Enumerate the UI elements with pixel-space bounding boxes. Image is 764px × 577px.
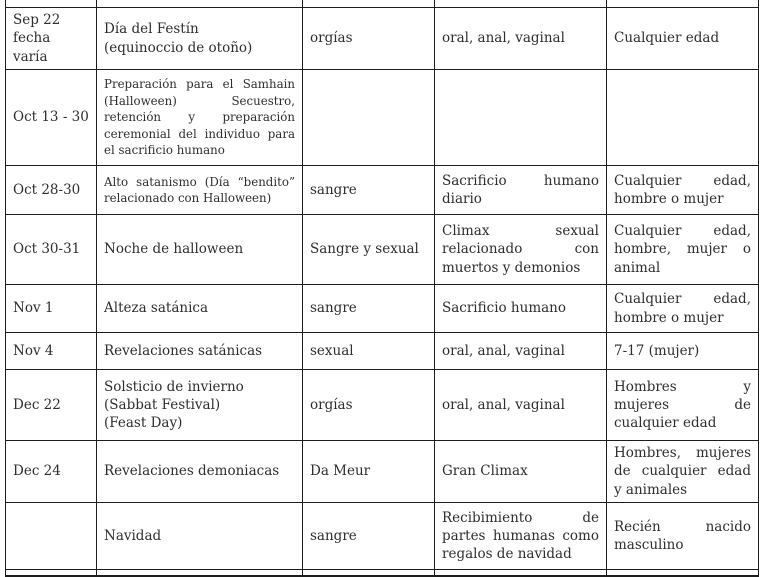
table-row (6, 166, 759, 215)
text-line: (Sabbat Festival) (104, 396, 221, 413)
table-row (6, 70, 759, 166)
text-line: Oct 13 - 30 (13, 109, 89, 126)
type-cell (303, 166, 435, 215)
text-line: Navidad (104, 527, 162, 544)
type-cell (303, 370, 435, 441)
text-line: orgías (310, 396, 353, 413)
text-line: animal (614, 259, 661, 276)
activity-cell (435, 215, 607, 285)
event-cell (97, 570, 303, 577)
date-cell (6, 70, 97, 166)
text-line: Recibimiento de (442, 509, 599, 526)
text-line: cualquier edad (614, 415, 717, 432)
victim-cell (607, 8, 759, 70)
text-line: diario (442, 191, 482, 208)
date-cell (6, 570, 97, 577)
event-cell (97, 8, 303, 70)
text-line: Preparación para el Samhain (104, 77, 295, 92)
text-line: sangre (310, 527, 357, 544)
text-line: Alteza satánica (104, 300, 209, 317)
text-line: Oct 28-30 (13, 181, 81, 198)
date-cell (6, 441, 97, 503)
text-line: hombre, mujer o (614, 241, 751, 258)
victim-cell (607, 370, 759, 441)
text-line: el sacrificio humano (104, 143, 225, 158)
text-line: Climax sexual (442, 223, 599, 240)
victim-cell (607, 333, 759, 370)
activity-cell (435, 8, 607, 70)
date-cell (6, 285, 97, 333)
text-line: Hombres y (614, 378, 751, 395)
text-line: Alto satanismo (Día “bendito” (104, 174, 295, 189)
text-line: 7-17 (mujer) (614, 342, 700, 359)
text-line: Cualquier edad, (614, 172, 751, 189)
text-line: Sacrificio humano (442, 300, 566, 317)
date-cell (6, 0, 97, 8)
type-cell (303, 0, 435, 8)
victim-cell (607, 285, 759, 333)
text-line: Noche de halloween (104, 241, 244, 258)
date-cell (6, 503, 97, 570)
activity-cell (435, 70, 607, 166)
event-cell (97, 441, 303, 503)
text-line: fecha varía (13, 30, 51, 65)
event-cell (97, 70, 303, 166)
activity-cell (435, 0, 607, 8)
text-line: partes humanas como (442, 527, 599, 544)
date-cell (6, 166, 97, 215)
text-line: Sep 22 (13, 12, 61, 28)
type-cell (303, 70, 435, 166)
text-line: Cualquier edad, (614, 223, 751, 240)
table-row-top-sliver (6, 0, 759, 8)
text-line: de cualquier edad (614, 463, 751, 480)
table-row (6, 333, 759, 370)
text-line: hombre o mujer (614, 191, 724, 208)
type-cell (303, 285, 435, 333)
text-line: Revelaciones demoniacas (104, 463, 280, 480)
table-row-bottom-sliver (6, 570, 759, 577)
date-cell (6, 333, 97, 370)
text-line: sexual (310, 342, 354, 359)
text-line: Dec 24 (13, 463, 61, 480)
table-row (6, 441, 759, 503)
date-cell (6, 370, 97, 441)
event-cell (97, 215, 303, 285)
type-cell (303, 8, 435, 70)
table-row (6, 503, 759, 570)
text-line: Cualquier edad, (614, 291, 751, 308)
victim-cell (607, 570, 759, 577)
text-line: muertos y demonios (442, 259, 581, 276)
victim-cell (607, 166, 759, 215)
victim-cell (607, 0, 759, 8)
text-line: Día del Festín (104, 21, 199, 38)
table-row (6, 8, 759, 70)
date-cell (6, 8, 97, 70)
text-line: Oct 30-31 (13, 241, 81, 258)
text-line: masculino (614, 537, 684, 554)
text-line: (equinoccio de otoño) (104, 39, 253, 56)
text-line: retención y preparación (104, 110, 295, 125)
text-line: Solsticio de invierno (104, 378, 244, 395)
text-line: Da Meur (310, 463, 371, 480)
text-line: (Feast Day) (104, 415, 183, 432)
table-row (6, 285, 759, 333)
text-line: Nov 1 (13, 300, 54, 317)
activity-cell (435, 285, 607, 333)
text-line: Gran Climax (442, 463, 528, 480)
text-line: Revelaciones satánicas (104, 342, 263, 359)
text-line: hombre o mujer (614, 309, 724, 326)
activity-cell (435, 370, 607, 441)
activity-cell (435, 570, 607, 577)
text-line: sangre (310, 181, 357, 198)
text-line: ceremonial del individuo para (104, 126, 295, 141)
table-row (6, 370, 759, 441)
text-line: relacionado con (442, 241, 599, 258)
event-cell (97, 333, 303, 370)
table-row (6, 215, 759, 285)
text-line: mujeres de (614, 396, 751, 413)
text-line: Sangre y sexual (310, 241, 419, 258)
text-line: oral, anal, vaginal (442, 30, 565, 47)
text-line: relacionado con Halloween) (104, 191, 272, 206)
activity-cell (435, 333, 607, 370)
text-line: sangre (310, 300, 357, 317)
text-line: oral, anal, vaginal (442, 396, 565, 413)
activity-cell (435, 441, 607, 503)
activity-cell (435, 166, 607, 215)
text-line: Nov 4 (13, 342, 54, 359)
text-line: Sacrificio humano (442, 172, 599, 189)
victim-cell (607, 215, 759, 285)
type-cell (303, 503, 435, 570)
type-cell (303, 215, 435, 285)
event-cell (97, 285, 303, 333)
event-cell (97, 370, 303, 441)
text-line: regalos de navidad (442, 546, 572, 563)
event-cell (97, 503, 303, 570)
victim-cell (607, 503, 759, 570)
type-cell (303, 333, 435, 370)
text-line: oral, anal, vaginal (442, 342, 565, 359)
text-line: (Halloween) Secuestro, (104, 93, 295, 108)
date-cell (6, 215, 97, 285)
text-line: orgías (310, 30, 353, 47)
text-line: y animales (614, 481, 688, 498)
text-line: Recién nacido (614, 518, 751, 535)
activity-cell (435, 503, 607, 570)
type-cell (303, 570, 435, 577)
event-cell (97, 166, 303, 215)
schedule-table (5, 0, 759, 577)
text-line: Cualquier edad (614, 30, 720, 47)
event-cell (97, 0, 303, 8)
text-line: Hombres, mujeres (614, 445, 751, 462)
victim-cell (607, 441, 759, 503)
text-line: Dec 22 (13, 396, 61, 413)
type-cell (303, 441, 435, 503)
victim-cell (607, 70, 759, 166)
